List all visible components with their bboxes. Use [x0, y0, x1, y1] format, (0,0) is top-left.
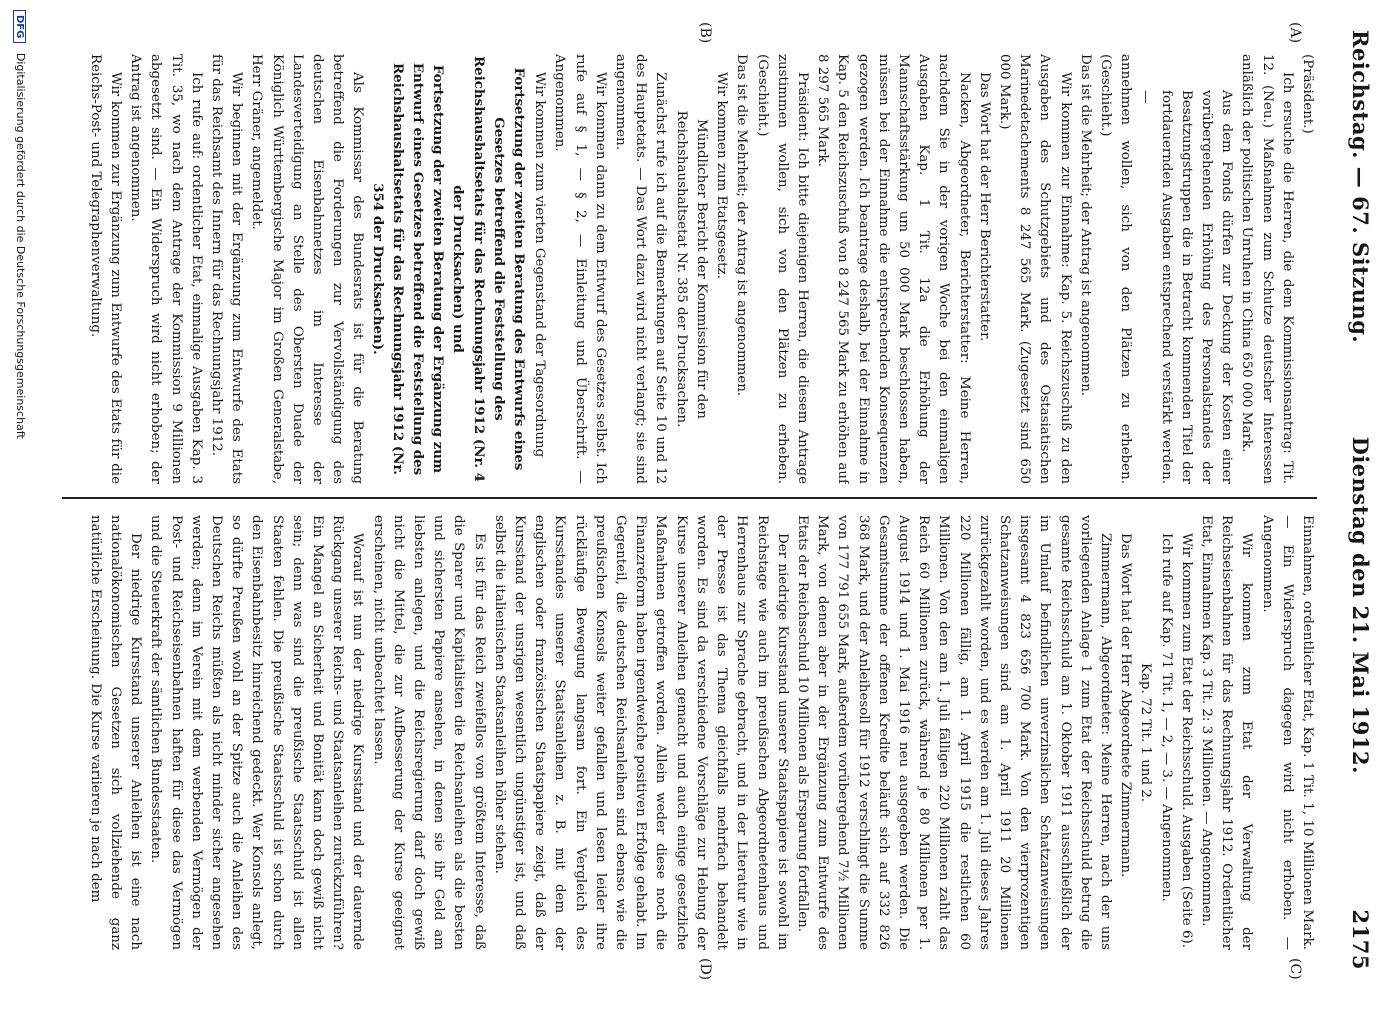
header-date: Dienstag den 21. Mai 1912. — [1348, 436, 1373, 774]
paragraph: Mündlicher Bericht der Kommission für den Reichshaushaltsetat Nr. 385 der Drucksachen. — [673, 110, 709, 428]
paragraph: annehmen wollen, sich von den Plätzen zu erheben. (Geschieht.) — [1097, 54, 1134, 484]
dfg-logo: DFG — [13, 10, 26, 43]
paragraph: Der niedrige Kursstand unserer Staatspapiere ist sowohl im Reichstage wie auch im preußischen Abgeordnetenhaus und Herrenhaus zur Sprache gebracht, und in der Literatur wie in der Presse ist das Thema gleichfalls mehrfach behandelt worden. Es sind da verschiedene Vorschläge zur Hebung der Kurse unserer Anleihen gemacht und auch einige gesetzliche Maßnahmen getroffen worden. Allein weder diese noch die Finanzreform haben irgendwelche positiven Erfolge gehabt. Im Gegenteil, die deutschen Reichsanleihen sind ebenso wie die preußischen Konsols weiter gefallen und lesen leider ihre rückläufige Bewegung langsam fort. Ein Vergleich des Kursstandes unserer Staatsanleihen z. B. mit dem der englischen oder französischen Staatspapiere zeigt, daß der Kursstand der unsrigen wesentlich ungünstiger ist, und daß selbst die italienischen Staatsanleihen höher stehen. — [491, 515, 790, 950]
paragraph: Präsident: Ich bitte diejenigen Herren, die diesem Antrage zustimmen wollen, sich von den Plätzen zu erheben. (Geschieht.) — [754, 54, 810, 484]
column-divider — [62, 497, 1317, 499]
paragraph: Ich rufe auf Kap. 71 Tit. 1, — 2, — 3. — Angenommen. — [1158, 533, 1174, 902]
paragraph: Fortsetzung der zweiten Beratung des Entwurfs eines Gesetzes betreffend die Feststellung des Reichshaushaltsetats für das Rechnungsjahr 1912 (Nr. 4 der Drucksachen) und — [450, 56, 528, 482]
paragraph: Ich ersuche die Herren, die dem Kommissionsantrag: Tit. 12. (Neu.) Maßnahmen zum Schutze deutscher Interessen anläßlich der politischen Unruhen in China 650 000 Mark. — [1239, 54, 1295, 484]
header-right — [1348, 437, 1373, 970]
paragraph: Wir kommen zum Etat der Reichsschuld. Ausgaben (Seite 6). — [1178, 533, 1194, 948]
paragraph: Das ist die Mehrheit; der Antrag ist angenommen. — [734, 54, 750, 397]
margin-mark-a: (A) — [1287, 22, 1303, 44]
paragraph: Wir kommen zur Einnahme: Kap. 5. Reichszuschuß zu den Ausgaben des Schutzgebiets und des Ostasiatischen Marinedetachements 8 247 565 Mark. (Zugesetzt sind 650 000 Mark.) — [996, 54, 1073, 484]
paragraph: Wir kommen zur Ergänzung zum Entwurfe des Etats für die Reichs-Post- und Telegraphenverwaltung. — [87, 54, 124, 484]
paragraph: Zimmermann, Abgeordneter: Meine Herren, nach der uns vorliegenden Anlage 1 zum Etat der Reichsschuld betrug die gesamte Reichsschuld am 1. Oktober 1911 ausschließlich der im Umlauf befindlichen unverzinslichen Schatzanweisungen insgesamt 4 823 656 700 Mark. Von den vierprozentigen Schatzanweisungen sind am 1. April 1911 20 Millionen zurückgezahlt worden, und es werden am 1. Juli dieses Jahres 220 Millionen fällig, am 1. April 1915 die restlichen 60 Millionen. Von den am 1. Juli fälligen 220 Millionen zahlt das Reich 60 Millionen zurück, während je 80 Millionen per 1. August 1914 und 1. Mai 1916 neu ausgegeben werden. Die Gesamtsumme der offenen Kredite beläuft sich auf 332 826 368 Mark, und der Anleihesoll für 1912 verschlingt die Summe von 177 791 655 Mark, außerdem vorübergehend 7½ Millionen Mark, von denen aber in der Ergänzung zum Entwurfe des Etats der Reichsschuld 10 Millionen als Ersparung fortfallen. — [794, 515, 1113, 950]
page-number: 2175 — [1348, 909, 1373, 970]
digitization-footer — [5, 0, 27, 1010]
paragraph: Wir kommen zum Etat der Verwaltung der Reichseisenbahnen für das Rechnungsjahr 1912. Ordentlicher Etat, Einnahmen Kap. 3 Tit. 2: 3 Millionen. — Angenommen. — [1198, 515, 1255, 950]
paragraph: Als Kommissar des Bundesrats ist für die Beratung betreffend die Forderungen zur Vervollständigung des deutschen Eisenbahnnetzes im Interesse der Landesverteidigung an Stelle des Obersten Duade der Königlich Württembergische Major im Großen Generalstabe, Herr Gräner, angemeldet. — [249, 54, 366, 484]
paragraph: Das Wort hat der Herr Berichterstatter. — [976, 72, 992, 342]
paragraph: (Präsident.) — [1300, 54, 1315, 134]
left-text-column — [62, 54, 1317, 484]
paragraph: Wir kommen zum vierten Gegenstand der Tagesordnung — [532, 72, 548, 458]
paragraph: Das ist die Mehrheit; der Antrag ist angenommen. — [1077, 54, 1093, 397]
paragraph: Nacken, Abgeordneter, Berichterstatter: Meine Herren, nachdem Sie in der vorigen Woche bei den einmaligen Ausgaben Kap. 1 Tit. 12a die Erhöhung der Mannschaftsstärkung um 50 000 Mark beschlossen haben, müssen bei der Einnahme die entsprechenden Konsequenzen gezogen werden. Ich beantrage deshalb, bei der Einnahme in Kap. 5 den Reichszuschuß von 8 247 565 Mark zu erhöhen auf 8 297 565 Mark. — [815, 54, 972, 484]
paragraph: Wir kommen dann zu dem Entwurf des Gesetzes selbst. Ich rufe auf § 1, — § 2, — Einleitung und Überschrift. — Angenommen. — [552, 54, 608, 484]
paragraph: Einnahmen, ordentlicher Etat, Kap. 1 Tit. 1, 10 Millionen Mark. — Ein Widerspruch dagegen wird nicht erhoben. — Angenommen. — [1259, 515, 1315, 950]
paragraph: Aus dem Fonds dürfen zur Deckung der Kosten einer vorübergehenden Erhöhung des Personalstandes der Besatzungstruppen die in Betracht kommenden Titel der fortdauernden Ausgaben entsprechend verstärkt werden. — — [1138, 90, 1235, 484]
right-text-column — [62, 515, 1317, 950]
paragraph: Wir beginnen mit der Ergänzung zum Entwurfe des Etats für das Reichsamt des Innern für das Rechnungsjahr 1912. — [209, 54, 245, 484]
paragraph: Zunächst rufe ich auf die Bemerkungen auf Seite 10 und 12 des Hauptetats. — Das Wort dazu wird nicht verlangt; sie sind angenommen. — [613, 54, 669, 484]
running-header — [1339, 30, 1373, 970]
paragraph: Kap. 72 Tit. 1 und 2. — [1138, 662, 1154, 803]
paragraph: Der niedrige Kursstand unserer Anleihen ist eine nach nationalökonomischen Gesetzen sich vollziehende ganz natürliche Erscheinung. Die Kurse variieren je nach dem — [87, 515, 144, 950]
paragraph: Es ist für das Reich zweifellos von größtem Interesse, daß die Sparer und Kapitalisten die Reichsanleihen als die besten und sichersten Papiere ansehen, in denen sie ihr Geld am liebsten anlegen, und die Reichsregierung darf doch gewiß nicht die Mittel, die zur Aufbesserung der Kurse geeignet erscheinen, nicht unbeachtet lassen. — [370, 515, 487, 950]
margin-mark-c: (C) — [1287, 958, 1303, 980]
paragraph: Das Wort hat der Herr Abgeordnete Zimmermann. — [1118, 533, 1134, 878]
paragraph: Wir kommen zum Etatsgesetz. — [714, 72, 730, 279]
margin-mark-d: (D) — [697, 958, 713, 981]
paragraph: Ich rufe auf: ordentlicher Etat, einmalige Ausgaben Kap. 3 Tit. 35, wo nach dem Antrage der Kommission 9 Millionen abgesetzt sind. — Ein Widerspruch wird nicht erhoben; der Antrag ist angenommen. — [128, 54, 204, 484]
paragraph: Worauf ist nun der niedrige Kursstand und der dauernde Rückgang unserer Reichs- und Staatsanleihen zurückzuführen? Ein Mangel an Sicherheit und Bonität kann doch gewiß nicht sein; denn was sind die preußische Staatsschuld ist allen Staaten fehlen. Die preußische Staatsschuld ist schon durch den Eisenbahnbesitz hinreichend gedeckt. Wer Konsols anlegt, so dürfte Preußen wohl an der Spitze auch die Anleihen des Deutschen Reichs müßten als nicht minder sicher angesehen werden; denn im Verein mit dem werbenden Vermögen der Post- und Reichseisenbahnen haften für diese das Vermögen und die Steuerkraft der sämtlichen Bundesstaaten. — [148, 515, 366, 950]
margin-mark-b: (B) — [697, 22, 713, 44]
footer-text: Digitalisierung gefördert durch die Deutsche Forschungsgemeinschaft — [14, 52, 27, 439]
header-left: Reichstag. — 67. Sitzung. — [1348, 30, 1373, 344]
paragraph: Fortsetzung der zweiten Beratung der Ergänzung zum Entwurf eines Gesetzes betreffend die Feststellung des Reichshaushaltsetats für das Rechnungsjahr 1912 (Nr. 354 der Drucksachen). — [369, 62, 447, 476]
